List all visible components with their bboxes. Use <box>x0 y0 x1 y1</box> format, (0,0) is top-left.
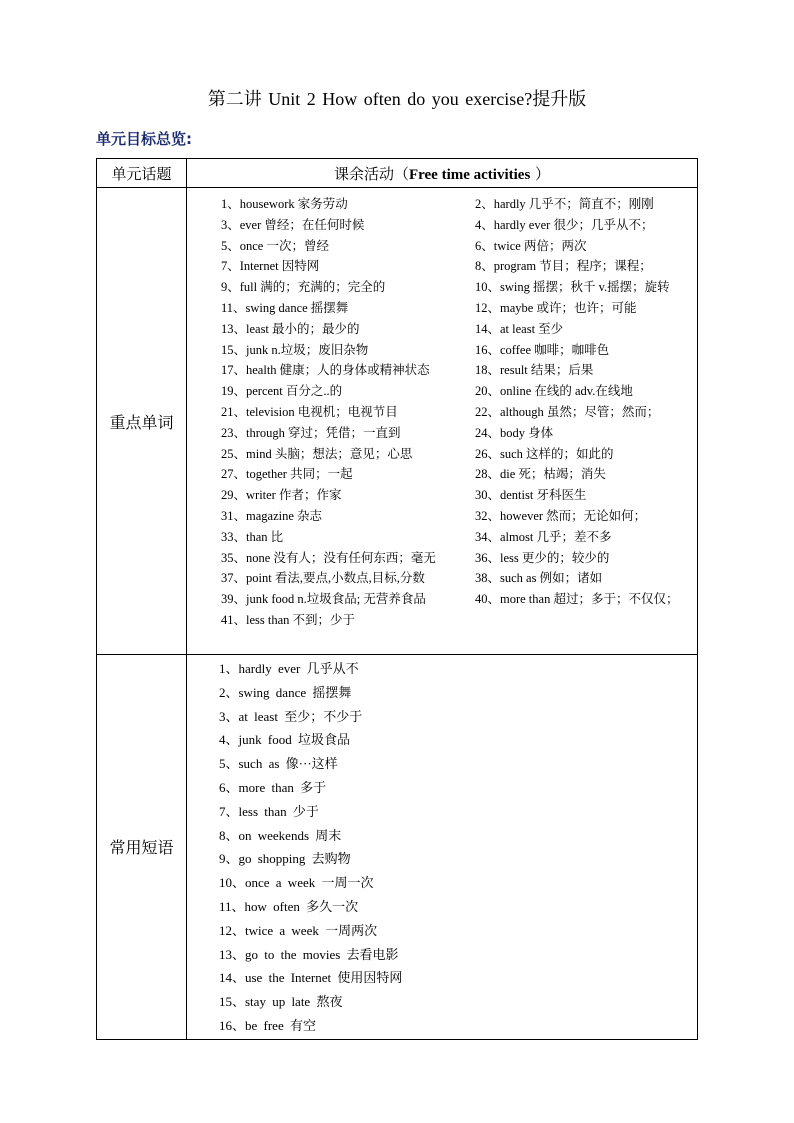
word-row <box>187 277 697 298</box>
word-entry: 27、together 共同；一起 <box>221 467 353 482</box>
words-label: 重点单词 <box>97 188 187 655</box>
word-row <box>187 256 697 277</box>
word-row <box>187 215 697 236</box>
word-entry: 23、through 穿过；凭借；一直到 <box>221 425 401 440</box>
phrase-item <box>187 1015 697 1039</box>
unit-overview-table <box>96 158 698 1040</box>
word-entry: 35、none 没有人；没有任何东西；毫无 <box>221 550 436 565</box>
word-row <box>187 381 697 402</box>
word-entry: 37、point 看法,要点,小数点,目标,分数 <box>221 571 425 586</box>
phrase-text: 16、be free 有空 <box>219 1017 316 1033</box>
phrase-item <box>187 991 697 1015</box>
phrase-text: 3、at least 至少；不少于 <box>219 708 363 724</box>
phrase-text: 2、swing dance 摇摆舞 <box>219 684 352 700</box>
word-entry: 6、twice 两倍；两次 <box>475 238 587 253</box>
word-entry: 31、magazine 杂志 <box>221 508 323 523</box>
header-activity-en: Free time activities <box>408 166 531 183</box>
phrase-item <box>187 729 697 753</box>
phrase-text: 10、once a week 一周一次 <box>219 875 374 891</box>
word-row <box>187 319 697 340</box>
phrases-cell <box>187 655 698 1040</box>
word-entry: 13、least 最小的；最少的 <box>221 321 360 336</box>
word-entry: 9、full 满的；充满的；完全的 <box>221 280 386 295</box>
word-entry: 19、percent 百分之..的 <box>221 384 343 399</box>
word-entry: 28、die 死；枯竭；消失 <box>475 467 606 482</box>
phrase-text: 8、on weekends 周末 <box>219 827 342 843</box>
phrase-item <box>187 896 697 920</box>
word-row <box>187 298 697 319</box>
phrase-item <box>187 777 697 801</box>
word-row <box>187 548 697 569</box>
word-entry: 8、program 节目；程序；课程； <box>475 259 652 274</box>
word-row <box>187 194 697 215</box>
word-entry: 26、such 这样的；如此的 <box>475 446 614 461</box>
phrase-text: 1、hardly ever 几乎从不 <box>219 661 359 676</box>
phrase-item <box>187 753 697 777</box>
word-row <box>187 236 697 257</box>
phrase-text: 6、more than 多于 <box>219 779 327 795</box>
phrase-item <box>187 801 697 825</box>
word-entry: 22、although 虽然；尽管；然而； <box>475 404 660 419</box>
word-entry: 12、maybe 或许；也许；可能 <box>475 300 637 315</box>
phrase-item <box>187 706 697 730</box>
phrase-item <box>187 848 697 872</box>
header-activity-cn: 课余活动（ <box>333 164 409 183</box>
phrase-item <box>187 682 697 706</box>
phrase-item <box>187 658 697 682</box>
word-row <box>187 589 697 610</box>
page-title: 第二讲 Unit 2 How often do you exercise?提升版 <box>207 89 587 109</box>
word-entry: 25、mind 头脑；想法；意见；心思 <box>221 446 413 461</box>
word-row <box>187 444 697 465</box>
word-entry: 16、coffee 咖啡；咖啡色 <box>475 342 610 357</box>
word-row <box>187 423 697 444</box>
word-row <box>187 402 697 423</box>
phrase-item <box>187 825 697 849</box>
word-entry: 10、swing 摇摆；秋千 v.摇摆；旋转 <box>475 280 670 295</box>
word-entry: 17、health 健康；人的身体或精神状态 <box>221 363 430 378</box>
phrases-list <box>187 655 697 1039</box>
word-entry: 38、such as 例如；诸如 <box>475 571 603 586</box>
phrase-item <box>187 944 697 968</box>
word-entry: 24、body 身体 <box>475 425 554 440</box>
phrase-text: 12、twice a week 一周两次 <box>219 922 378 938</box>
phrase-text: 5、such as 像···这样 <box>219 756 338 772</box>
header-activity-end: ） <box>530 164 551 183</box>
word-row <box>187 610 697 631</box>
word-row <box>187 360 697 381</box>
phrase-text: 14、use the Internet 使用因特网 <box>219 970 403 986</box>
word-entry: 20、online 在线的 adv.在线地 <box>475 384 633 399</box>
word-row <box>187 506 697 527</box>
phrase-item <box>187 872 697 896</box>
word-row <box>187 527 697 548</box>
word-entry: 1、housework 家务劳动 <box>221 197 348 211</box>
phrase-text: 11、how often 多久一次 <box>219 898 359 914</box>
word-row <box>187 340 697 361</box>
table-header-row <box>97 159 698 188</box>
word-entry: 41、less than 不到；少于 <box>221 612 356 627</box>
word-entry: 29、writer 作者；作家 <box>221 488 342 503</box>
phrase-text: 7、less than 少于 <box>219 803 319 819</box>
phrases-row <box>97 655 698 1040</box>
phrase-text: 13、go to the movies 去看电影 <box>219 946 399 962</box>
word-entry: 32、however 然而；无论如何； <box>475 508 647 523</box>
word-entry: 4、hardly ever 很少；几乎从不； <box>475 217 654 232</box>
word-entry: 14、at least 至少 <box>475 321 564 336</box>
word-row <box>187 485 697 506</box>
word-entry: 21、television 电视机；电视节目 <box>221 404 398 419</box>
words-grid <box>187 188 697 631</box>
phrase-item <box>187 920 697 944</box>
phrase-text: 9、go shopping 去购物 <box>219 851 351 867</box>
word-entry: 11、swing dance 摇摆舞 <box>221 300 349 315</box>
word-entry: 15、junk n.垃圾；废旧杂物 <box>221 342 369 357</box>
word-row <box>187 464 697 485</box>
phrase-text: 4、junk food 垃圾食品 <box>219 732 350 748</box>
word-entry: 2、hardly 几乎不；简直不；刚刚 <box>475 197 654 211</box>
word-entry: 7、Internet 因特网 <box>221 259 320 274</box>
word-entry: 33、than 比 <box>221 529 284 544</box>
words-row <box>97 188 698 655</box>
phrase-text: 15、stay up late 熬夜 <box>219 994 343 1010</box>
word-entry: 39、junk food n.垃圾食品; 无营养食品 <box>221 592 426 607</box>
phrases-label: 常用短语 <box>97 655 187 1040</box>
phrase-item <box>187 967 697 991</box>
words-cell <box>187 188 698 655</box>
section-subtitle: 单元目标总览: <box>96 130 192 148</box>
word-entry: 30、dentist 牙科医生 <box>475 488 587 503</box>
header-activity <box>187 159 698 188</box>
word-entry: 18、result 结果；后果 <box>475 363 594 378</box>
header-topic: 单元话题 <box>97 159 187 188</box>
word-entry: 34、almost 几乎；差不多 <box>475 529 612 544</box>
word-entry: 3、ever 曾经；在任何时候 <box>221 217 365 232</box>
word-entry: 5、once 一次；曾经 <box>221 238 329 253</box>
word-row <box>187 568 697 589</box>
word-entry: 40、more than 超过；多于；不仅仅； <box>475 592 679 607</box>
word-entry: 36、less 更少的；较少的 <box>475 550 610 565</box>
